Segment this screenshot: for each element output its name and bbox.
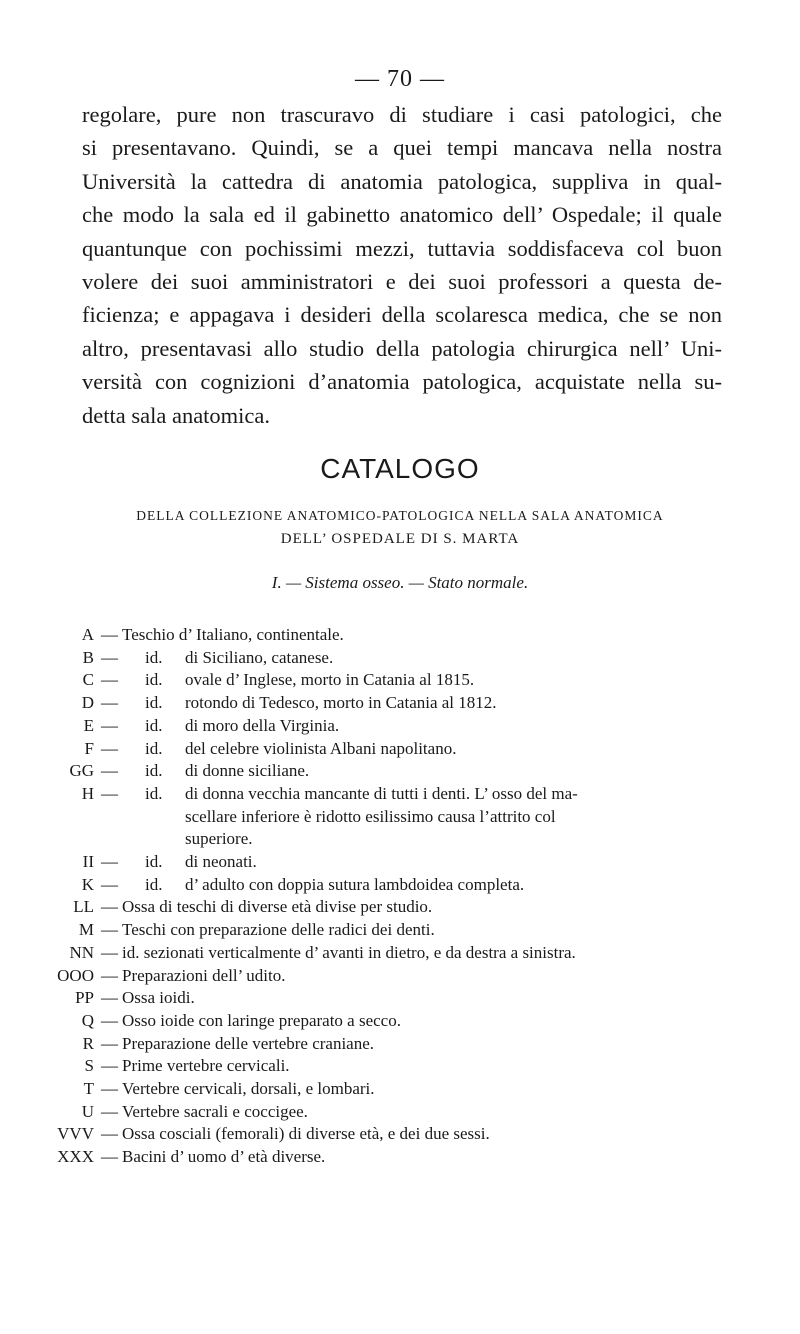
entry-description: Teschio d’ Italiano, continentale.: [122, 625, 344, 644]
entry-code: II: [82, 852, 94, 871]
entry-dash: —: [101, 1033, 118, 1053]
intro-line: detta sala anatomica.: [82, 402, 271, 428]
entry-dash: —: [101, 783, 118, 803]
entry-ref: id.: [145, 874, 163, 894]
entry-description: Vertebre cervicali, dorsali, e lombari.: [122, 1079, 375, 1098]
entry-ref: id.: [145, 693, 163, 713]
entry-code: VVV: [57, 1124, 94, 1144]
entry-dash: —: [101, 738, 118, 758]
entry-ref: id.: [145, 647, 163, 667]
entry-description: Preparazione delle vertebre craniane.: [122, 1033, 375, 1053]
entry-dash: —: [101, 625, 118, 644]
entry-code: M: [78, 920, 94, 940]
entry-dash: —: [101, 670, 118, 690]
entry-dash: —: [101, 942, 118, 962]
entry-description: di neonati.: [185, 852, 257, 871]
entry-description: Vertebre sacrali e coccigee.: [122, 1101, 308, 1121]
intro-line: quantunque con pochissimi mezzi, tuttavia soddisfaceva col buon: [82, 235, 722, 261]
entry-description: Ossa di teschi di diverse età divise per studio.: [122, 897, 433, 917]
entry-ref: id.: [145, 761, 163, 781]
entry-description: Ossa ioidi.: [122, 988, 195, 1008]
entry-code: A: [81, 625, 94, 644]
entry-code: PP: [75, 988, 94, 1008]
entry-dash: —: [101, 920, 118, 940]
entry-dash: —: [101, 1010, 118, 1030]
intro-line: versità con cognizioni d’anatomia patologica, acquistate nella su-: [82, 369, 722, 395]
entry-continuation: scellare inferiore è ridotto esilissimo causa l’attrito col: [185, 806, 556, 826]
entry-dash: —: [101, 1147, 118, 1167]
entry-dash: —: [101, 715, 118, 735]
entry-dash: —: [101, 1101, 118, 1121]
intro-line: regolare, pure non trascuravo di studiare i casi patologici, che: [82, 102, 722, 127]
entry-description: Preparazioni dell’ udito.: [122, 965, 286, 985]
entry-code: T: [83, 1079, 94, 1098]
entry-ref: id.: [145, 783, 163, 803]
entry-code: LL: [73, 897, 94, 917]
entry-description: Osso ioide con laringe preparato a secco.: [122, 1010, 401, 1030]
entry-code: R: [82, 1033, 94, 1053]
entry-continuation: superiore.: [185, 829, 253, 849]
entry-dash: —: [101, 647, 118, 667]
entry-dash: —: [101, 1124, 118, 1144]
entry-code: OOO: [57, 965, 94, 985]
entry-description: Prime vertebre cervicali.: [122, 1056, 290, 1076]
entry-description: id. sezionati verticalmente d’ avanti in dietro, e da destra a sinistra.: [122, 942, 576, 962]
entry-description: di donne siciliane.: [185, 761, 310, 781]
entry-dash: —: [101, 1079, 118, 1098]
entry-dash: —: [101, 1056, 118, 1076]
entry-code: B: [82, 647, 94, 667]
intro-line: ficienza; e appagava i desideri della scolaresca medica, che se non: [82, 302, 722, 328]
intro-line: che modo la sala ed il gabinetto anatomico dell’ Ospedale; il quale: [82, 202, 722, 228]
entry-code: F: [84, 738, 94, 758]
entry-code: GG: [69, 761, 94, 781]
intro-paragraph: [82, 98, 722, 432]
entry-code: E: [83, 715, 94, 735]
intro-line: volere dei suoi amministratori e dei suoi professori a questa de-: [82, 269, 722, 295]
entry-description: di donna vecchia mancante di tutti i denti. L’ osso del ma-: [185, 783, 578, 803]
entry-description: d’ adulto con doppia sutura lambdoidea completa.: [185, 874, 525, 894]
section-heading: I. — Sistema osseo. — Stato normale.: [271, 573, 529, 592]
entry-description: di moro della Virginia.: [185, 715, 340, 735]
entry-dash: —: [101, 761, 118, 781]
entry-code: C: [82, 670, 94, 690]
catalog-title: CATALOGO: [320, 453, 480, 484]
entry-description: rotondo di Tedesco, morto in Catania al 1812.: [185, 693, 497, 713]
entry-dash: —: [101, 965, 118, 985]
entry-ref: id.: [145, 852, 163, 871]
entry-dash: —: [101, 852, 118, 871]
entry-description: ovale d’ Inglese, morto in Catania al 1815.: [185, 670, 475, 690]
entry-description: Teschi con preparazione delle radici dei denti.: [122, 920, 435, 940]
entry-ref: id.: [145, 670, 163, 690]
entry-ref: id.: [145, 715, 163, 735]
entry-description: del celebre violinista Albani napolitano.: [185, 738, 457, 758]
entry-dash: —: [101, 897, 118, 917]
entry-dash: —: [101, 874, 118, 894]
page-number: — 70 —: [355, 66, 445, 92]
entry-ref: id.: [145, 738, 163, 758]
entry-code: S: [84, 1056, 94, 1076]
intro-line: si presentavano. Quindi, se a quei tempi mancava nella nostra: [82, 135, 722, 161]
entry-code: H: [81, 783, 94, 803]
entry-code: XXX: [57, 1147, 94, 1167]
catalog-subtitle-hospital: DELL’ OSPEDALE DI S. MARTA: [280, 531, 520, 547]
entry-code: NN: [69, 942, 94, 962]
entry-code: D: [81, 693, 94, 713]
catalog-subtitle: DELLA COLLEZIONE ANATOMICO-PATOLOGICA NELLA SALA ANATOMICA: [136, 508, 664, 523]
entry-description: di Siciliano, catanese.: [185, 647, 334, 667]
entry-dash: —: [101, 988, 118, 1008]
intro-line: altro, presentavasi allo studio della patologia chirurgica nell’ Uni-: [82, 335, 722, 361]
entry-description: Bacini d’ uomo d’ età diverse.: [122, 1147, 326, 1167]
entry-dash: —: [101, 693, 118, 713]
entry-code: Q: [81, 1010, 94, 1030]
entry-code: U: [81, 1101, 94, 1121]
entry-code: K: [81, 874, 94, 894]
intro-line: Università la cattedra di anatomia patologica, suppliva in qual-: [82, 168, 722, 194]
entry-description: Ossa cosciali (femorali) di diverse età, e dei due sessi.: [122, 1124, 490, 1144]
